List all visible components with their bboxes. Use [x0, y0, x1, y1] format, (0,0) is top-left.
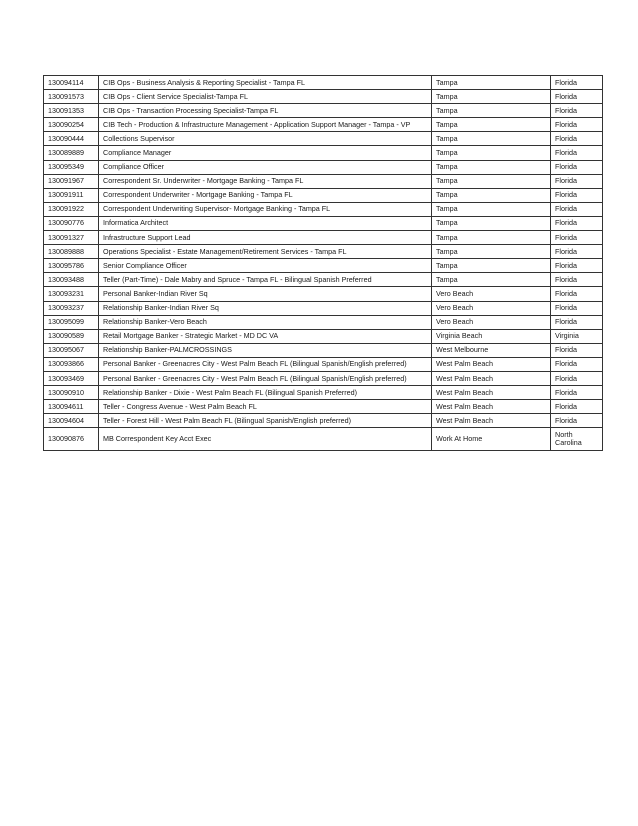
state-cell: Florida: [551, 160, 603, 174]
city-cell: Tampa: [432, 146, 503, 160]
state-cell: Florida: [551, 202, 603, 216]
state-cell: Florida: [551, 315, 603, 329]
state-cell: Florida: [551, 386, 603, 400]
city-cell: Tampa: [432, 76, 503, 90]
city-cell: Vero Beach: [432, 301, 503, 315]
city-cell: Vero Beach: [432, 315, 503, 329]
city-cell: Tampa: [432, 273, 503, 287]
state-cell: Florida: [551, 301, 603, 315]
job-id-cell: 130091911: [44, 188, 99, 202]
job-id-cell: 130089889: [44, 146, 99, 160]
table-row: [44, 160, 603, 174]
spacer-cell: [503, 428, 551, 451]
spacer-cell: [503, 371, 551, 385]
spacer-cell: [503, 188, 551, 202]
spacer-cell: [503, 174, 551, 188]
job-title-cell: Correspondent Underwriter - Mortgage Banking - Tampa FL: [99, 188, 432, 202]
state-cell: Florida: [551, 414, 603, 428]
job-title-cell: Senior Compliance Officer: [99, 259, 432, 273]
job-title-cell: Personal Banker - Greenacres City - West Palm Beach FL (Bilingual Spanish/English preferred): [99, 357, 432, 371]
job-title-cell: Relationship Banker-Indian River Sq: [99, 301, 432, 315]
job-title-cell: MB Correspondent Key Acct Exec: [99, 428, 432, 451]
city-cell: Tampa: [432, 231, 503, 245]
job-id-cell: 130094604: [44, 414, 99, 428]
city-cell: Virginia Beach: [432, 329, 503, 343]
spacer-cell: [503, 315, 551, 329]
table-row: [44, 245, 603, 259]
spacer-cell: [503, 386, 551, 400]
spacer-cell: [503, 273, 551, 287]
spacer-cell: [503, 90, 551, 104]
job-listings-body: [44, 76, 603, 451]
job-title-cell: Relationship Banker - Dixie - West Palm Beach FL (Bilingual Spanish Preferred): [99, 386, 432, 400]
spacer-cell: [503, 357, 551, 371]
city-cell: Tampa: [432, 118, 503, 132]
spacer-cell: [503, 216, 551, 230]
job-title-cell: Relationship Banker-Vero Beach: [99, 315, 432, 329]
job-id-cell: 130090254: [44, 118, 99, 132]
state-cell: Florida: [551, 174, 603, 188]
table-row: [44, 188, 603, 202]
job-id-cell: 130093469: [44, 371, 99, 385]
spacer-cell: [503, 400, 551, 414]
state-cell: Florida: [551, 231, 603, 245]
table-row: [44, 118, 603, 132]
job-id-cell: 130095067: [44, 343, 99, 357]
spacer-cell: [503, 202, 551, 216]
spacer-cell: [503, 287, 551, 301]
spacer-cell: [503, 259, 551, 273]
state-cell: Florida: [551, 287, 603, 301]
spacer-cell: [503, 301, 551, 315]
city-cell: West Palm Beach: [432, 357, 503, 371]
job-title-cell: Teller - Forest Hill - West Palm Beach FL (Bilingual Spanish/English preferred): [99, 414, 432, 428]
table-row: [44, 174, 603, 188]
table-row: [44, 132, 603, 146]
job-title-cell: CIB Ops - Business Analysis & Reporting Specialist - Tampa FL: [99, 76, 432, 90]
state-cell: North Carolina: [551, 428, 603, 451]
table-row: [44, 400, 603, 414]
state-cell: Florida: [551, 343, 603, 357]
city-cell: West Palm Beach: [432, 414, 503, 428]
job-id-cell: 130090776: [44, 216, 99, 230]
job-title-cell: CIB Ops - Client Service Specialist-Tampa FL: [99, 90, 432, 104]
job-listings-table: [43, 75, 603, 451]
table-row: [44, 104, 603, 118]
state-cell: Florida: [551, 371, 603, 385]
job-id-cell: 130091922: [44, 202, 99, 216]
job-id-cell: 130093231: [44, 287, 99, 301]
job-id-cell: 130091327: [44, 231, 99, 245]
state-cell: Florida: [551, 216, 603, 230]
state-cell: Florida: [551, 245, 603, 259]
job-id-cell: 130094611: [44, 400, 99, 414]
state-cell: Florida: [551, 90, 603, 104]
state-cell: Florida: [551, 118, 603, 132]
state-cell: Florida: [551, 400, 603, 414]
city-cell: Tampa: [432, 132, 503, 146]
table-row: [44, 202, 603, 216]
job-id-cell: 130090444: [44, 132, 99, 146]
table-row: [44, 90, 603, 104]
table-row: [44, 371, 603, 385]
table-row: [44, 273, 603, 287]
job-title-cell: CIB Ops - Transaction Processing Specialist-Tampa FL: [99, 104, 432, 118]
job-title-cell: Infrastructure Support Lead: [99, 231, 432, 245]
job-id-cell: 130093866: [44, 357, 99, 371]
job-title-cell: Teller - Congress Avenue - West Palm Beach FL: [99, 400, 432, 414]
spacer-cell: [503, 104, 551, 118]
city-cell: Tampa: [432, 160, 503, 174]
city-cell: Tampa: [432, 245, 503, 259]
city-cell: West Palm Beach: [432, 400, 503, 414]
state-cell: Florida: [551, 188, 603, 202]
table-row: [44, 216, 603, 230]
table-row: [44, 414, 603, 428]
city-cell: Tampa: [432, 216, 503, 230]
city-cell: Tampa: [432, 188, 503, 202]
city-cell: Tampa: [432, 259, 503, 273]
table-row: [44, 343, 603, 357]
spacer-cell: [503, 118, 551, 132]
job-title-cell: Teller (Part-Time) - Dale Mabry and Spruce - Tampa FL - Bilingual Spanish Preferred: [99, 273, 432, 287]
job-id-cell: 130090876: [44, 428, 99, 451]
job-id-cell: 130089888: [44, 245, 99, 259]
state-cell: Florida: [551, 357, 603, 371]
job-id-cell: 130090910: [44, 386, 99, 400]
state-cell: Florida: [551, 76, 603, 90]
job-id-cell: 130095786: [44, 259, 99, 273]
job-id-cell: 130091353: [44, 104, 99, 118]
spacer-cell: [503, 343, 551, 357]
table-row: [44, 315, 603, 329]
job-title-cell: Compliance Manager: [99, 146, 432, 160]
state-cell: Florida: [551, 146, 603, 160]
spacer-cell: [503, 146, 551, 160]
job-title-cell: Compliance Officer: [99, 160, 432, 174]
table-row: [44, 428, 603, 451]
spacer-cell: [503, 414, 551, 428]
job-title-cell: Correspondent Underwriting Supervisor- Mortgage Banking - Tampa FL: [99, 202, 432, 216]
city-cell: West Melbourne: [432, 343, 503, 357]
city-cell: Tampa: [432, 90, 503, 104]
city-cell: Tampa: [432, 174, 503, 188]
state-cell: Florida: [551, 132, 603, 146]
state-cell: Florida: [551, 259, 603, 273]
job-title-cell: Personal Banker - Greenacres City - West Palm Beach FL (Bilingual Spanish/English preferred): [99, 371, 432, 385]
table-row: [44, 329, 603, 343]
city-cell: West Palm Beach: [432, 371, 503, 385]
table-row: [44, 231, 603, 245]
job-title-cell: Relationship Banker-PALMCROSSINGS: [99, 343, 432, 357]
table-row: [44, 301, 603, 315]
table-row: [44, 146, 603, 160]
job-title-cell: Collections Supervisor: [99, 132, 432, 146]
job-id-cell: 130095349: [44, 160, 99, 174]
city-cell: Tampa: [432, 104, 503, 118]
city-cell: Tampa: [432, 202, 503, 216]
spacer-cell: [503, 160, 551, 174]
table-row: [44, 357, 603, 371]
spacer-cell: [503, 231, 551, 245]
table-row: [44, 76, 603, 90]
job-id-cell: 130091573: [44, 90, 99, 104]
city-cell: Work At Home: [432, 428, 503, 451]
state-cell: Virginia: [551, 329, 603, 343]
table-row: [44, 259, 603, 273]
job-title-cell: Correspondent Sr. Underwriter - Mortgage Banking - Tampa FL: [99, 174, 432, 188]
state-cell: Florida: [551, 273, 603, 287]
state-cell: Florida: [551, 104, 603, 118]
job-title-cell: CIB Tech - Production & Infrastructure Management - Application Support Manager - Tampa - VP: [99, 118, 432, 132]
job-id-cell: 130093237: [44, 301, 99, 315]
job-id-cell: 130095099: [44, 315, 99, 329]
job-title-cell: Informatica Architect: [99, 216, 432, 230]
spacer-cell: [503, 245, 551, 259]
table-row: [44, 287, 603, 301]
spacer-cell: [503, 132, 551, 146]
spacer-cell: [503, 329, 551, 343]
city-cell: Vero Beach: [432, 287, 503, 301]
job-title-cell: Operations Specialist - Estate Management/Retirement Services - Tampa FL: [99, 245, 432, 259]
job-title-cell: Retail Mortgage Banker - Strategic Market - MD DC VA: [99, 329, 432, 343]
job-title-cell: Personal Banker-Indian River Sq: [99, 287, 432, 301]
table-row: [44, 386, 603, 400]
city-cell: West Palm Beach: [432, 386, 503, 400]
job-id-cell: 130093488: [44, 273, 99, 287]
spacer-cell: [503, 76, 551, 90]
job-id-cell: 130090589: [44, 329, 99, 343]
job-id-cell: 130094114: [44, 76, 99, 90]
job-id-cell: 130091967: [44, 174, 99, 188]
